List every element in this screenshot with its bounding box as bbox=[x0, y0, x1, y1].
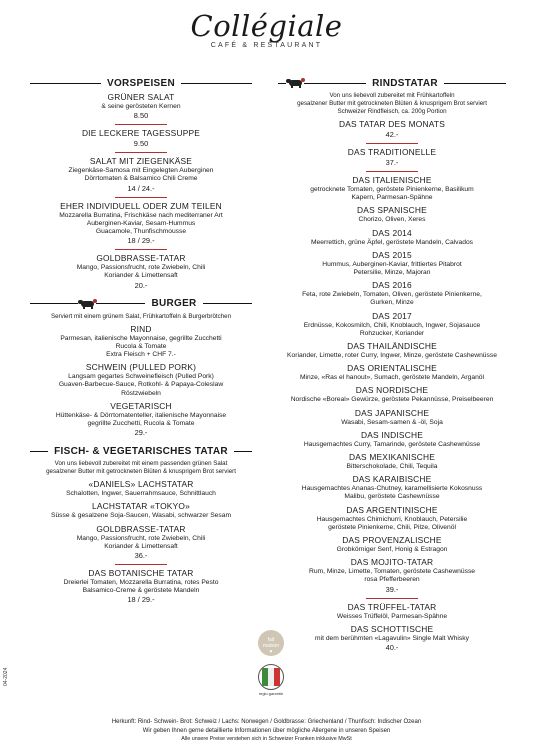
item-description: Mango, Passionsfrucht, rote Zwiebeln, Chili bbox=[76, 534, 206, 542]
item-name: DAS MEXIKANISCHE bbox=[348, 452, 436, 463]
item-name: SALAT MIT ZIEGENKÄSE bbox=[89, 156, 193, 167]
item-price: 29.- bbox=[134, 428, 148, 438]
logo bbox=[0, 10, 533, 49]
menu-item bbox=[30, 501, 252, 520]
section-subtitle bbox=[30, 460, 252, 476]
item-description: Chorizo, Oliven, Xeres bbox=[358, 216, 426, 224]
item-description: Grobkörniger Senf, Honig & Estragon bbox=[336, 546, 448, 554]
item-name: LACHSTATAR «TOKYO» bbox=[92, 501, 190, 512]
menu-item bbox=[30, 92, 252, 125]
section-header-burger bbox=[30, 297, 252, 311]
item-description: Balsamico-Creme & geröstete Mandeln bbox=[82, 587, 200, 595]
item-description: getrocknete Tomaten, geröstete Pinienkerne, Basilikum bbox=[310, 186, 474, 193]
fait-maison-badge bbox=[258, 630, 284, 656]
side-code: 04-2024 bbox=[3, 667, 9, 686]
item-name: DAS BOTANISCHE TATAR bbox=[88, 568, 194, 579]
item-description: Hummus, Auberginen-Kaviar, frittiertes Pitabrot bbox=[322, 260, 462, 268]
section-title: BURGER bbox=[151, 298, 197, 310]
price-divider bbox=[115, 152, 167, 153]
item-description: Petersilie, Minze, Majoran bbox=[353, 269, 431, 277]
item-name: DAS TATAR DES MONATS bbox=[338, 119, 446, 129]
vorspeisen-list bbox=[30, 92, 252, 291]
item-price: 18 / 29.- bbox=[127, 236, 155, 246]
item-description: Wasabi, Sesam-samen & -öl, Soja bbox=[341, 418, 443, 426]
item-price: 42.- bbox=[385, 130, 399, 139]
menu-item bbox=[278, 624, 506, 653]
item-description: gegrillte Zucchetti, Rucola & Tomate bbox=[87, 420, 195, 428]
menu-item bbox=[278, 250, 506, 277]
menu-item bbox=[278, 385, 506, 404]
divider bbox=[30, 83, 101, 84]
menu-item bbox=[278, 280, 506, 307]
item-description: Ziegenkäse-Samosa mit Eingelegten Auberginen bbox=[68, 167, 214, 175]
item-description: Guacamole, Thunfischmousse bbox=[95, 228, 187, 236]
item-description: Koriander & Limettensaft bbox=[104, 272, 178, 280]
footer-prices: Alle unsere Preise verstehen sich in Schweizer Franken inklusive MwSt bbox=[181, 736, 352, 742]
item-description: Auberginen-Kaviar, Sesam-Hummus bbox=[86, 219, 196, 227]
menu-item bbox=[30, 128, 252, 153]
item-description: Feta, rote Zwiebeln, Tomaten, Oliven, geröstete Pinienkerne, bbox=[302, 291, 482, 299]
menu-item bbox=[278, 557, 506, 598]
section-header-fisch bbox=[30, 444, 252, 458]
menu-item bbox=[278, 205, 506, 224]
item-description: Süsse & gesalzene Soja-Saucen, Wasabi, schwarzer Sesam bbox=[50, 512, 232, 520]
item-description: Hausgemachtes Curry, Tamarinde, geröstete Cashewnüsse bbox=[303, 440, 481, 448]
menu-item bbox=[30, 253, 252, 290]
item-name: «DANIELS» LACHSTATAR bbox=[88, 479, 194, 490]
menu-item bbox=[30, 524, 252, 565]
item-description: Malibu, geröstete Cashewnüsse bbox=[344, 493, 440, 501]
left-column bbox=[30, 72, 252, 608]
item-name: DAS MOJITO-TATAR bbox=[350, 557, 434, 568]
price-divider bbox=[115, 249, 167, 250]
item-description: mit dem berühmten «Lagavulin» Single Malt Whisky bbox=[315, 634, 469, 642]
item-description: & seine gerösteten Kernen bbox=[101, 103, 181, 110]
item-description: Röstzwiebeln bbox=[121, 389, 161, 397]
item-description: Weisses Trüffelöl, Parmesan-Spähne bbox=[336, 612, 448, 620]
menu-item bbox=[278, 602, 506, 621]
section-header-vorspeisen bbox=[30, 76, 252, 90]
item-description: Hausgemachtes Chimichurri, Knoblauch, Petersilie bbox=[316, 515, 468, 523]
subtitle-line: gesalzener Butter mit getrockneten Blüten & knusprigem Brot serviert bbox=[297, 100, 487, 107]
item-name: DAS 2015 bbox=[372, 249, 412, 260]
item-name: DAS KARAIBISCHE bbox=[352, 474, 432, 485]
section-title: FISCH- & VEGETARISCHES TATAR bbox=[54, 445, 228, 457]
price-divider bbox=[366, 598, 418, 599]
item-description: Hausgemachtes Ananas-Chutney, karamellisierte Kokosnuss bbox=[301, 485, 483, 493]
right-column bbox=[278, 72, 506, 656]
item-description: Koriander, Limette, roter Curry, Ingwer, Minze, geröstete Cashewnüsse bbox=[287, 352, 497, 360]
menu-item bbox=[278, 505, 506, 532]
item-price: 14 / 24.- bbox=[127, 183, 155, 193]
item-description: rosa Pfefferbeeren bbox=[364, 576, 420, 584]
menu-item bbox=[278, 119, 506, 144]
item-price: 39.- bbox=[385, 584, 399, 594]
item-price: 37.- bbox=[385, 158, 399, 167]
subtitle-line: Von uns liebevoll zubereitet mit Frühkartoffeln bbox=[329, 92, 455, 99]
logo-subtitle: CAFÉ & RESTAURANT bbox=[210, 42, 323, 49]
item-price: 40.- bbox=[385, 643, 399, 653]
menu-item bbox=[278, 341, 506, 360]
item-name: DIE LECKERE TAGESSUPPE bbox=[81, 128, 201, 139]
menu-item bbox=[278, 408, 506, 427]
menu-item bbox=[30, 324, 252, 360]
badge-text: fait bbox=[267, 637, 275, 643]
section-subtitle bbox=[278, 92, 506, 116]
item-name: DAS TRÜFFEL-TATAR bbox=[347, 601, 437, 612]
fisch-list bbox=[30, 479, 252, 605]
badge-caption: regio.garantie bbox=[258, 691, 284, 696]
price-divider bbox=[115, 124, 167, 125]
item-name: DAS JAPANISCHE bbox=[354, 407, 430, 418]
menu-item bbox=[30, 201, 252, 251]
section-header-rindstatar bbox=[278, 76, 506, 90]
item-description: Guaven-Barbecue-Sauce, Rotkohl- & Papaya-Coleslaw bbox=[58, 381, 224, 389]
item-name: DAS ITALIENISCHE bbox=[352, 175, 432, 185]
footer-origin: Herkunft: Rind- Schwein- Brot: Schweiz / Lachs: Norwegen / Goldbrasse: Griechenland / Thunfisch: Indischer Ozean bbox=[111, 719, 422, 725]
menu-item bbox=[30, 156, 252, 197]
item-description: Rohzucker, Koriander bbox=[359, 329, 425, 337]
item-name: VEGETARISCH bbox=[110, 400, 172, 411]
item-name: RIND bbox=[130, 323, 152, 334]
menu-item bbox=[278, 175, 506, 202]
item-description: Rucola & Tomate bbox=[115, 342, 167, 350]
menu-item bbox=[30, 479, 252, 498]
item-description: Bitterschokolade, Chili, Tequila bbox=[346, 463, 438, 471]
menu-item bbox=[278, 363, 506, 382]
item-description: Langsam gegartes Schweinefleisch (Pulled Pork) bbox=[68, 373, 214, 381]
menu-item bbox=[278, 430, 506, 449]
item-name: DAS SCHOTTISCHE bbox=[350, 623, 434, 634]
item-price: 8.50 bbox=[133, 111, 149, 121]
rindstatar-list bbox=[278, 119, 506, 653]
item-name: DAS SPANISCHE bbox=[357, 205, 427, 216]
price-divider bbox=[366, 171, 418, 172]
item-description: Hüttenkäse- & Dörrtomatenteller, italienische Mayonnaise bbox=[55, 411, 227, 419]
item-description: Koriander & Limettensaft bbox=[104, 542, 178, 550]
item-description: Mango, Passionsfrucht, rote Zwiebeln, Chili bbox=[76, 264, 206, 272]
item-name: DAS 2016 bbox=[372, 280, 412, 291]
section-subtitle: Serviert mit einem grünem Salat, Frühkartoffeln & Burgerbrötchen bbox=[50, 312, 232, 320]
menu-item bbox=[30, 362, 252, 398]
item-description: Erdnüsse, Kokosmilch, Chili, Knoblauch, Ingwer, Sojasauce bbox=[303, 321, 481, 329]
subtitle-line: Von uns liebevoll zubereitet mit einem passenden grünen Salat bbox=[54, 460, 228, 468]
item-description: Nordische «Boreal» Gewürze, geröstete Pekannüsse, Preiselbeeren bbox=[290, 396, 494, 404]
menu-item bbox=[278, 452, 506, 471]
item-name: GOLDBRASSE-TATAR bbox=[96, 253, 186, 264]
item-price: 20.- bbox=[134, 280, 148, 290]
menu-item bbox=[278, 474, 506, 501]
item-price: 9.50 bbox=[133, 139, 149, 149]
price-divider bbox=[115, 564, 167, 565]
item-name: DAS 2014 bbox=[372, 227, 412, 238]
divider bbox=[30, 451, 48, 452]
cow-icon bbox=[286, 78, 304, 88]
item-description: Dreierlei Tomaten, Mozzarella Burratina, rotes Pesto bbox=[63, 579, 219, 587]
item-description: Dörrtomaten & Balsamico Chili Creme bbox=[84, 175, 198, 183]
divider bbox=[96, 303, 145, 304]
section-title: VORSPEISEN bbox=[106, 77, 176, 89]
logo-title: Collégiale bbox=[190, 9, 343, 43]
item-description: Parmesan, italienische Mayonnaise, gegrillte Zucchetti bbox=[60, 334, 222, 342]
item-name: GOLDBRASSE-TATAR bbox=[96, 523, 186, 534]
item-name: DAS THAILÄNDISCHE bbox=[347, 341, 437, 352]
item-name: SCHWEIN (PULLED PORK) bbox=[85, 362, 197, 373]
item-name: DAS NORDISCHE bbox=[355, 385, 429, 396]
item-price: 36.- bbox=[134, 551, 148, 561]
divider bbox=[304, 83, 366, 84]
item-description: Rum, Minze, Limette, Tomaten, geröstete Cashewnüsse bbox=[308, 568, 476, 576]
heart-icon: ♥ bbox=[269, 649, 273, 655]
badge-text: maison bbox=[262, 643, 280, 649]
section-title: RINDSTATAR bbox=[372, 77, 438, 89]
item-name: GRÜNER SALAT bbox=[107, 92, 175, 102]
item-description: geröstete Pinienkerne, Chili, Pilze, Olivenöl bbox=[328, 523, 456, 531]
item-name: DAS INDISCHE bbox=[361, 429, 423, 440]
item-name: DAS 2017 bbox=[372, 310, 412, 321]
menu-item bbox=[30, 401, 252, 438]
menu-item bbox=[278, 147, 506, 172]
subtitle-line: Schweizer Rindfleisch, ca. 200g Portion bbox=[337, 108, 447, 115]
menu-item bbox=[278, 228, 506, 247]
divider bbox=[203, 303, 252, 304]
divider bbox=[278, 83, 286, 84]
burger-list bbox=[30, 324, 252, 439]
item-name: DAS ORIENTALISCHE bbox=[347, 363, 437, 374]
divider bbox=[444, 83, 506, 84]
item-description: Minze, «Ras el hanout», Sumach, geröstete Mandeln, Arganöl bbox=[299, 374, 485, 382]
item-name: DAS PROVENZALISCHE bbox=[342, 535, 442, 546]
item-name: EHER INDIVIDUELL ODER ZUM TEILEN bbox=[60, 200, 222, 211]
item-description: Extra Fleisch + CHF 7.- bbox=[106, 351, 176, 359]
item-description: Schalotten, Ingwer, Sauerrahmsauce, Schnittlauch bbox=[66, 490, 216, 498]
menu-item bbox=[278, 311, 506, 338]
item-description: Mozzarella Burratina, Frischkäse nach mediterraner Art bbox=[59, 211, 223, 219]
swiss-terroir-icon bbox=[258, 664, 284, 690]
menu-item bbox=[30, 568, 252, 605]
cow-icon bbox=[78, 299, 96, 309]
subtitle-line: gesalzener Butter mit getrockneten Blüten & knusprigem Brot serviert bbox=[46, 468, 236, 476]
item-description: Kapern, Parmesan-Spähne bbox=[351, 194, 433, 202]
footer-allergens: Wir geben Ihnen gerne detaillierte Informationen über mögliche Allergene in unseren Speisen bbox=[142, 727, 391, 734]
divider bbox=[181, 83, 252, 84]
terroir-badge bbox=[256, 664, 286, 698]
footer bbox=[0, 718, 533, 744]
price-divider bbox=[115, 197, 167, 198]
item-name: DAS TRADITIONELLE bbox=[347, 147, 437, 157]
item-description: Meerrettich, grüne Äpfel, geröstete Mandeln, Calvados bbox=[310, 238, 474, 246]
divider bbox=[30, 303, 78, 304]
divider bbox=[234, 451, 252, 452]
menu-item bbox=[278, 535, 506, 554]
item-price: 18 / 29.- bbox=[127, 595, 155, 605]
item-name: DAS ARGENTINISCHE bbox=[346, 504, 438, 515]
item-description: Gurken, Minze bbox=[370, 299, 414, 307]
price-divider bbox=[366, 143, 418, 144]
